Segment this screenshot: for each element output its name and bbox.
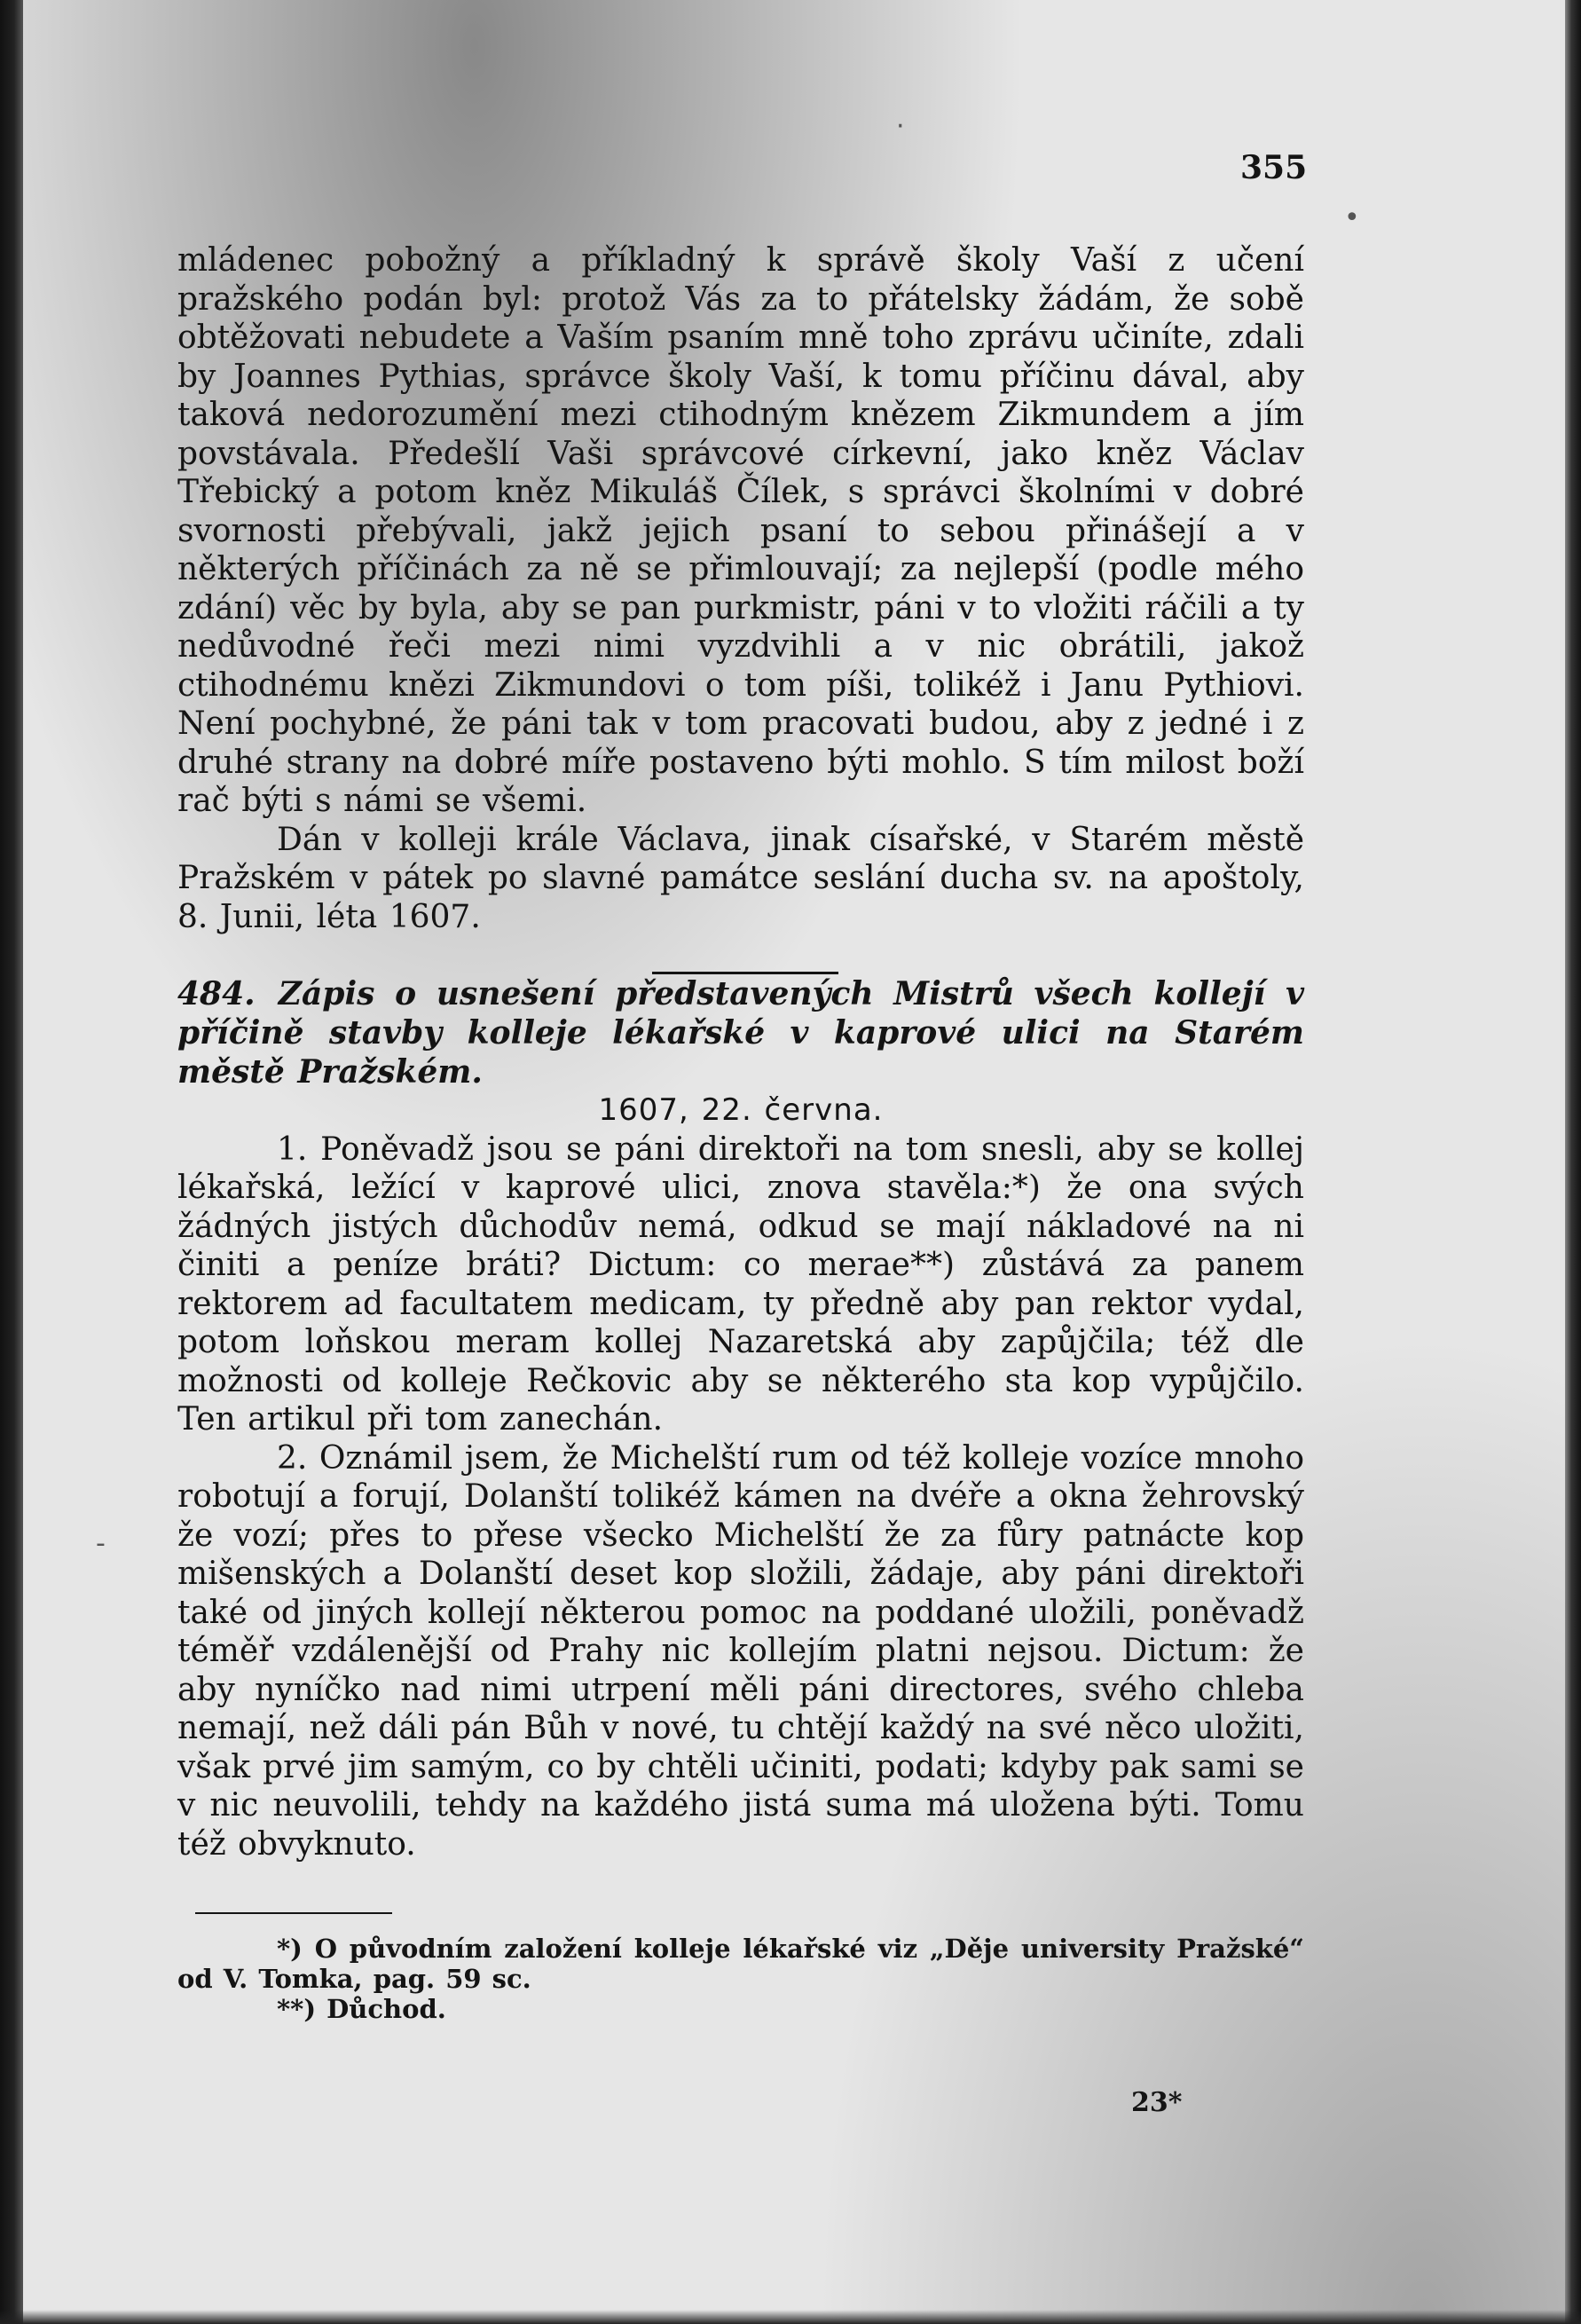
document-heading xyxy=(177,974,1304,1091)
document-title: Zápis o usnešení představených Mistrů všech kollejí v příčině stavby kolleje lékařské v kaprové ulici na Starém městě Pražském. xyxy=(177,975,1304,1091)
paragraph: Dán v kolleji krále Václava, jinak císařské, v Starém městě Pražském v pátek po slavné památce seslání ducha sv. na apoštoly, 8. Junii, léta 1607. xyxy=(177,821,1304,935)
footnote-divider xyxy=(195,1912,392,1914)
signature-mark: 23* xyxy=(1131,2087,1183,2118)
document-number: 484. xyxy=(177,975,256,1012)
paragraph: 1. Poněvadž jsou se páni direktoři na tom snesli, aby se kollej lékařská, ležící v kaprové ulici, znova stavěla:*) že ona svých žádných jistých důchodův nemá, odkud se mají nákladové na ni činiti a peníze bráti? Dictum: co merae**) zůstává za panem rektorem ad facultatem medicam, ty předně aby pan rektor vydal, potom loňskou meram kollej Nazaretská aby zapůjčila; též dle možnosti od kolleje Rečkovic aby se některého sta kop vypůjčilo. Ten artikul při tom zanechán. xyxy=(177,1130,1304,1438)
right-edge-shadow xyxy=(1565,0,1581,2324)
paragraph: 2. Oznámil jsem, že Michelští rum od též kolleje vozíce mnoho robotují a forují, Dolanští tolikéž kámen na dvéře a okna žehrovský že vozí; přes to přese všecko Michelští že za fůry patnácte kop mišenských a Dolanští deset kop složili, žádaje, aby páni direktoři také od jiných kollejí některou pomoc na poddané uložili, poněvadž téměř vzdálenější od Prahy nic kollejím platni nejsou. Dictum: že aby nyníčko nad nimi utrpení měli páni directores, svého chleba nemají, než dáli pán Bůh v nové, tu chtějí každý na své něco uložiti, však prvé jim samým, co by chtěli učiniti, podati; kdyby pak sami se v nic neuvolili, tehdy na každého jistá suma má uložena býti. Tomu též obvyknuto. xyxy=(177,1439,1304,1863)
paragraph: mládenec pobožný a příkladný k správě školy Vaší z učení pražského podán byl: protož Vás za to přátelsky žádám, že sobě obtěžovati nebudete a Vaším psaním mně toho zprávu učiníte, zdali by Joannes Pythias, správce školy Vaší, k tomu příčinu dával, aby taková nedorozumění mezi ctihodným knězem Zikmundem a jím povstávala. Předešlí Vaši správcové církevní, jako kněz Václav Třebický a potom kněz Mikuláš Čílek, s správci školními v dobré svornosti přebývali, jakž jejich psaní to sebou přinášejí a v některých příčinách za ně se přimlouvají; za nejlepší (podle mého zdání) věc by byla, aby se pan purkmistr, páni v to vložiti ráčili a ty nedůvodné řeči mezi nimi vyzdvihli a v nic obrátili, jakož ctihodnému knězi Zikmundovi o tom píši, tolikéž i Janu Pythiovi. Není pochybné, že páni tak v tom pracovati budou, aby z jedné i z druhé strany na dobré míře postaveno býti mohlo. S tím milost boží rač býti s námi se všemi. xyxy=(177,242,1304,819)
footnotes xyxy=(177,1934,1304,2024)
scan-speck: - xyxy=(96,1528,106,1559)
scan-speck: • xyxy=(1344,202,1360,233)
scan-speck: · xyxy=(896,111,905,142)
footnote: **) Důchod. xyxy=(277,1994,446,2024)
page-body xyxy=(177,241,1304,2024)
bottom-edge-shadow xyxy=(0,2310,1581,2324)
left-edge-shadow xyxy=(0,0,23,2324)
document-date: 1607, 22. června. xyxy=(598,1092,884,1128)
page-number: 355 xyxy=(1240,149,1308,186)
footnote: *) O původním založení kolleje lékařské viz „Děje university Pražské“ od V. Tomka, pag. 59 sc. xyxy=(177,1934,1304,1994)
